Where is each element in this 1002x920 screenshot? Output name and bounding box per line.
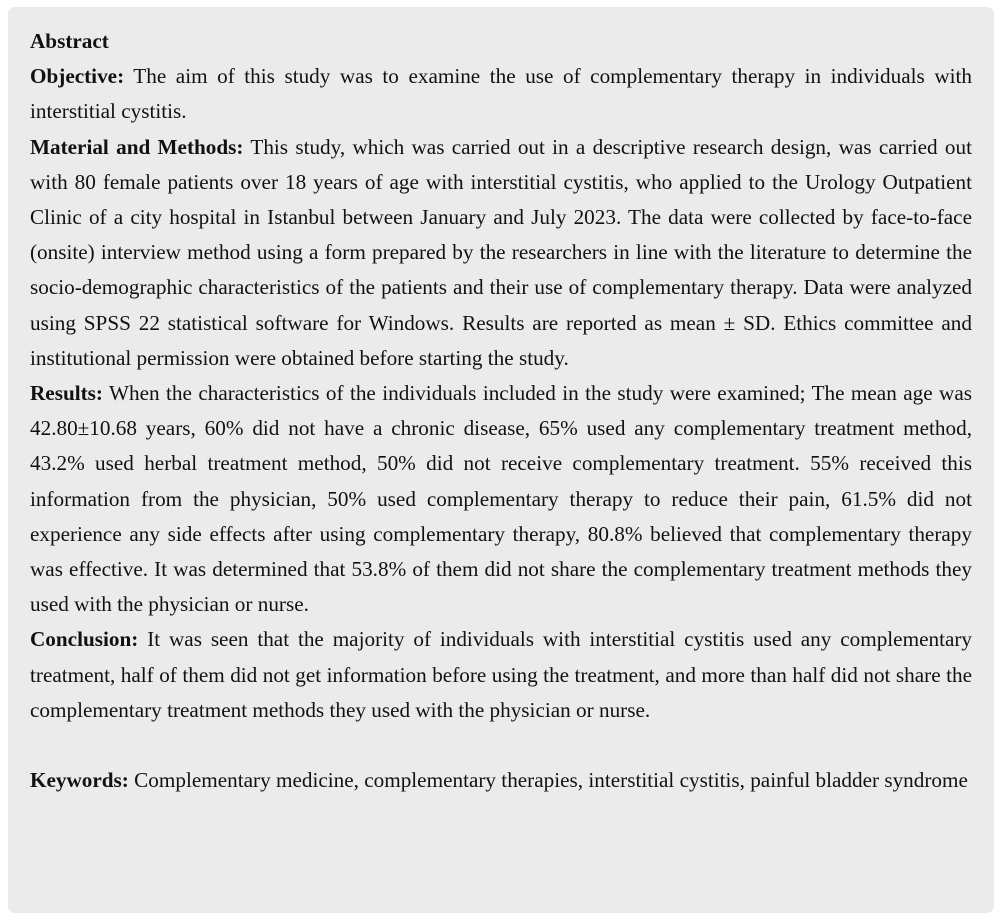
- section-spacer: [30, 728, 972, 763]
- results-section: [30, 376, 972, 622]
- conclusion-label: Conclusion:: [30, 627, 139, 652]
- objective-section: [30, 59, 972, 129]
- objective-text: The aim of this study was to examine the use of complementary therapy in individuals with interstitial cystitis.: [30, 64, 972, 124]
- abstract-heading: Abstract: [30, 29, 109, 53]
- results-text: When the characteristics of the individuals included in the study were examined; The mean age was 42.80±10.68 years, 60% did not have a chronic disease, 65% used any complementary treatment method, 43.2% used herbal treatment method, 50% did not receive complementary treatment. 55% received this information from the physician, 50% used complementary therapy to reduce their pain, 61.5% did not experience any side effects after using complementary therapy, 80.8% believed that complementary therapy was effective. It was determined that 53.8% of them did not share the complementary treatment methods they used with the physician or nurse.: [30, 381, 972, 617]
- objective-label: Objective:: [30, 64, 125, 89]
- results-label: Results:: [30, 381, 103, 406]
- conclusion-section: [30, 622, 972, 728]
- keywords-text: Complementary medicine, complementary therapies, interstitial cystitis, painful bladder syndrome: [134, 768, 968, 793]
- keywords-label: Keywords:: [30, 768, 129, 793]
- methods-section: [30, 130, 972, 376]
- conclusion-text: It was seen that the majority of individuals with interstitial cystitis used any complementary treatment, half of them did not get information before using the treatment, and more than half did not share the complementary treatment methods they used with the physician or nurse.: [30, 627, 973, 722]
- methods-text: This study, which was carried out in a descriptive research design, was carried out with 80 female patients over 18 years of age with interstitial cystitis, who applied to the Urology Outpatient Clinic of a city hospital in Istanbul between January and July 2023. The data were collected by face-to-face (onsite) interview method using a form prepared by the researchers in line with the literature to determine the socio-demographic characteristics of the patients and their use of complementary therapy. Data were analyzed using SPSS 22 statistical software for Windows. Results are reported as mean ± SD. Ethics committee and institutional permission were obtained before starting the study.: [30, 134, 972, 370]
- abstract-box: [8, 7, 994, 913]
- methods-label: Material and Methods:: [30, 134, 244, 159]
- keywords-section: [30, 763, 972, 798]
